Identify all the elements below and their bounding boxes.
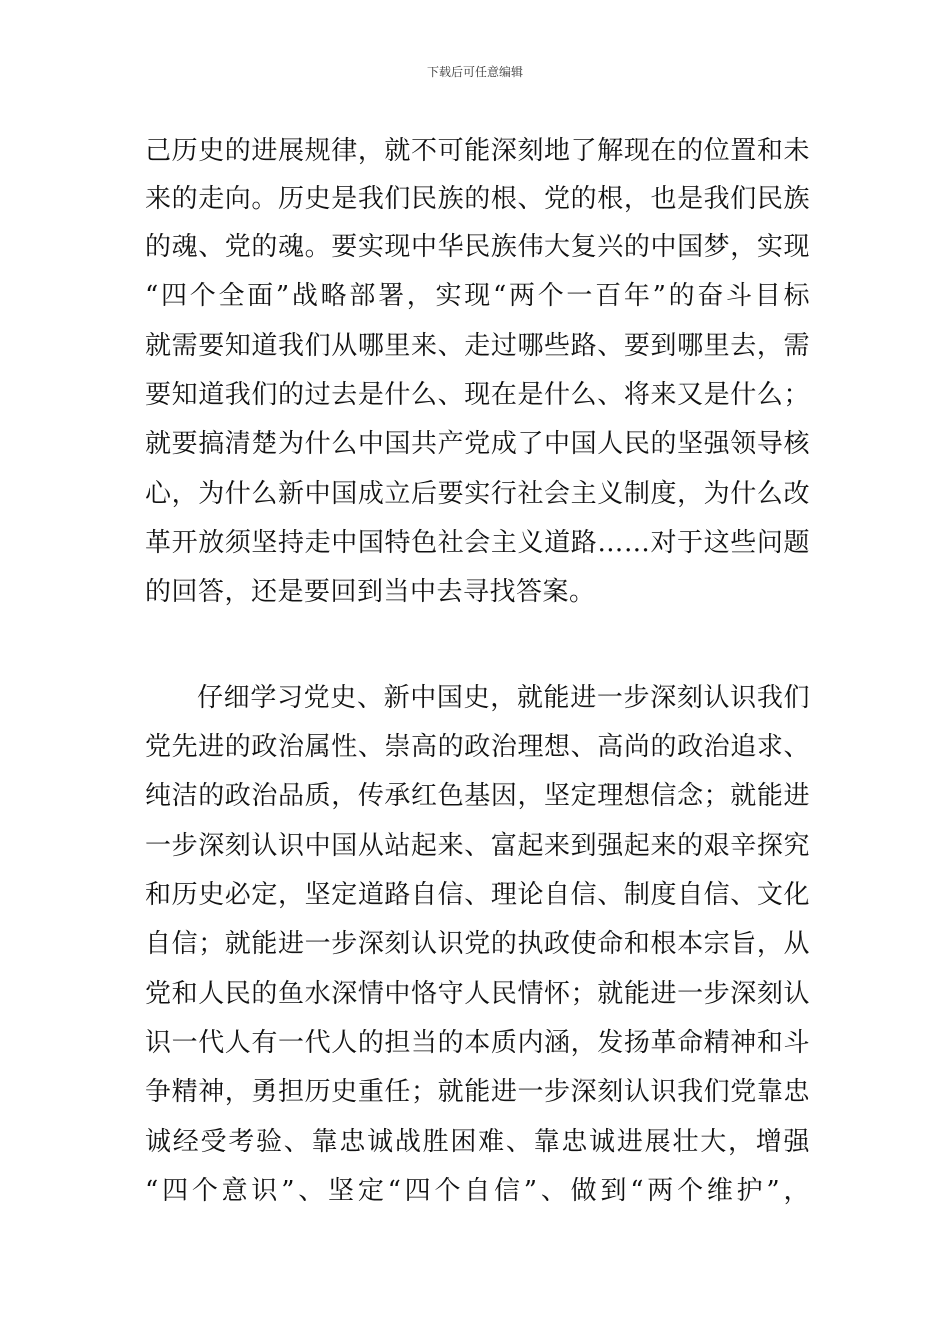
paragraph-1-line-4: “四个全面”战略部署，实现“两个一百年”的奋斗目标 — [145, 281, 810, 311]
paragraph-1-line-8: 心，为什么新中国成立后要实行社会主义制度，为什么改 — [145, 479, 810, 509]
paragraph-2-line-3: 纯洁的政治品质，传承红色基因，坚定理想信念；就能进 — [145, 781, 810, 811]
paragraph-2-line-6: 自信；就能进一步深刻认识党的执政使命和根本宗旨，从 — [145, 929, 810, 959]
paragraph-2-line-9: 争精神，勇担历史重任；就能进一步深刻认识我们党靠忠 — [145, 1077, 810, 1107]
paragraph-1-line-6: 要知道我们的过去是什么、现在是什么、将来又是什么； — [145, 380, 810, 410]
paragraph-2-line-4: 一步深刻认识中国从站起来、富起来到强起来的艰辛探究 — [145, 831, 810, 861]
paragraph-1-line-3: 的魂、党的魂。要实现中华民族伟大复兴的中国梦，实现 — [145, 232, 810, 262]
paragraph-1-line-7: 就要搞清楚为什么中国共产党成了中国人民的坚强领导核 — [145, 429, 810, 459]
paragraph-2-line-1: 仔细学习党史、新中国史，就能进一步深刻认识我们 — [197, 683, 810, 713]
paragraph-2-line-2: 党先进的政治属性、崇高的政治理想、高尚的政治追求、 — [145, 732, 810, 762]
paragraph-2-line-11: “四个意识”、坚定“四个自信”、做到“两个维护”， — [145, 1176, 810, 1206]
paragraph-2-line-10: 诚经受考验、靠忠诚战胜困难、靠忠诚进展壮大，增强 — [145, 1127, 810, 1157]
paragraph-2-line-5: 和历史必定，坚定道路自信、理论自信、制度自信、文化 — [145, 880, 810, 910]
paragraph-2-line-7: 党和人民的鱼水深情中恪守人民情怀；就能进一步深刻认 — [145, 979, 810, 1009]
paragraph-1-line-9: 革开放须坚持走中国特色社会主义道路……对于这些问题 — [145, 528, 810, 558]
page-header: 下载后可任意编辑 — [426, 65, 523, 79]
paragraph-1-line-5: 就需要知道我们从哪里来、走过哪些路、要到哪里去，需 — [145, 331, 810, 361]
paragraph-1-line-10: 的回答，还是要回到当中去寻找答案。 — [145, 577, 596, 607]
paragraph-1-line-1: 己历史的进展规律，就不可能深刻地了解现在的位置和未 — [145, 136, 810, 166]
paragraph-1-line-2: 来的走向。历史是我们民族的根、党的根，也是我们民族 — [145, 184, 810, 214]
paragraph-2-line-8: 识一代人有一代人的担当的本质内涵，发扬革命精神和斗 — [145, 1028, 810, 1058]
